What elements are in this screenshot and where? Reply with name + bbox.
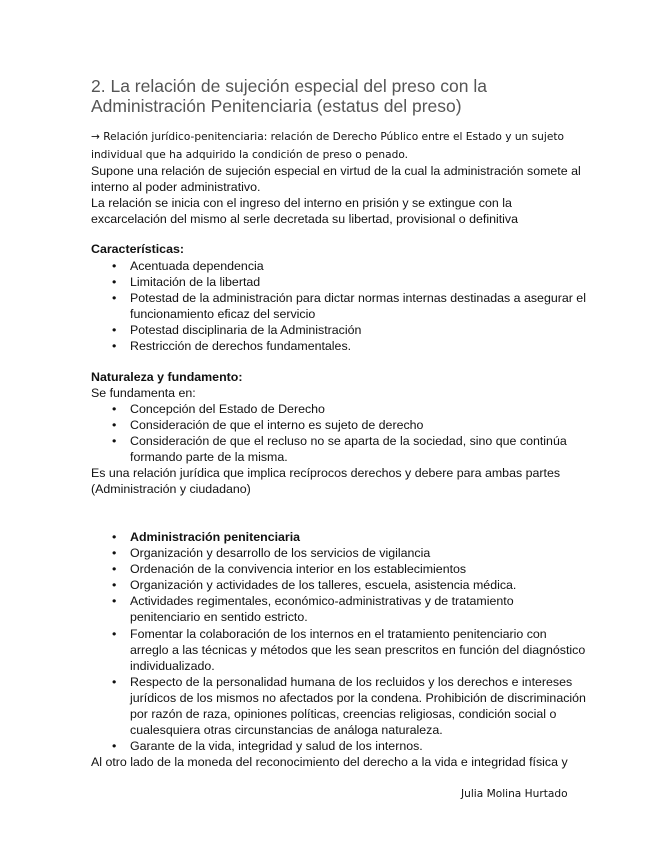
intro-line-4: excarcelación del mismo al serle decretada su libertad, provisional o definitiva [91,212,519,226]
administracion-closing: Al otro lado de la moneda del reconocimiento del derecho a la vida e integridad física y [91,755,568,769]
list-item: Concepción del Estado de Derecho [130,402,325,416]
list-item: Consideración de que el interno es sujeto de derecho [130,418,424,432]
bullet: • [112,627,117,641]
bullet: • [112,291,117,305]
list-item: Respecto de la personalidad humana de los recluidos y los derechos e intereses [130,675,573,689]
list-item: Potestad de la administración para dictar normas internas destinadas a asegurar el [130,291,586,305]
page-title [91,76,571,116]
list-item: Organización y desarrollo de los servicios de vigilancia [130,546,431,560]
bullet: • [112,530,117,544]
list-item-continuation: por razón de raza, opiniones políticas, creencias religiosas, condición social o [130,707,557,721]
bullet: • [112,418,117,432]
bullet: • [112,594,117,608]
caracteristicas-heading: Características: [91,242,184,256]
title-line-2: Administración Penitenciaria (estatus del preso) [91,96,462,116]
bullet: • [112,339,117,353]
list-item: Fomentar la colaboración de los internos en el tratamiento penitenciario con [130,627,547,641]
list-item: Consideración de que el recluso no se aparta de la sociedad, sino que continúa [130,434,567,448]
list-item-continuation: formando parte de la misma. [130,450,288,464]
bullet: • [112,434,117,448]
bullet: • [112,675,117,689]
list-item: Organización y actividades de los talleres, escuela, asistencia médica. [130,578,517,592]
list-item-continuation: cualesquiera otras circunstancias de análoga naturaleza. [130,723,443,737]
intro-line-3: La relación se inicia con el ingreso del interno en prisión y se extingue con la [91,196,512,210]
list-item: Restricción de derechos fundamentales. [130,339,352,353]
naturaleza-heading: Naturaleza y fundamento: [91,370,243,384]
bullet: • [112,323,117,337]
bullet: • [112,739,117,753]
list-item: Ordenación de la convivencia interior en los establecimientos [130,562,467,576]
list-item: Potestad disciplinaria de la Administración [130,323,362,337]
naturaleza-closing-2: (Administración y ciudadano) [91,482,251,496]
bullet: • [112,402,117,416]
bullet: • [112,562,117,576]
footer-author: Julia Molina Hurtado [461,788,568,800]
list-item: Garante de la vida, integridad y salud de los internos. [130,739,423,753]
title-line-1: 2. La relación de sujeción especial del preso con la [91,76,487,96]
bullet: • [112,578,117,592]
bullet: • [112,259,117,273]
administracion-heading: Administración penitenciaria [130,530,301,544]
naturaleza-closing-1: Es una relación jurídica que implica recíprocos derechos y debere para ambas partes [91,466,561,480]
note-line-2: individual que ha adquirido la condición de preso o penado. [91,149,408,161]
list-item: Limitación de la libertad [130,275,261,289]
bullet: • [112,546,117,560]
bullet: • [112,275,117,289]
list-item-continuation: funcionamiento eficaz del servicio [130,307,316,321]
list-item-continuation: jurídicos de los mismos no afectados por la condena. Prohibición de discriminación [130,691,586,705]
intro-line-1: Supone una relación de sujeción especial en virtud de la cual la administración somete al [91,164,581,178]
naturaleza-subheading: Se fundamenta en: [91,386,196,400]
intro-line-2: interno al poder administrativo. [91,180,261,194]
note-line-1: → Relación jurídico-penitenciaria: relación de Derecho Público entre el Estado y un sujeto [91,131,564,143]
list-item: Acentuada dependencia [130,259,264,273]
list-item-continuation: individualizado. [130,659,215,673]
list-item-continuation: arreglo a las técnicas y métodos que les sean prescritos en función del diagnóstico [130,643,586,657]
list-item-continuation: penitenciario en sentido estricto. [130,610,308,624]
list-item: Actividades regimentales, económico-administrativas y de tratamiento [130,594,514,608]
